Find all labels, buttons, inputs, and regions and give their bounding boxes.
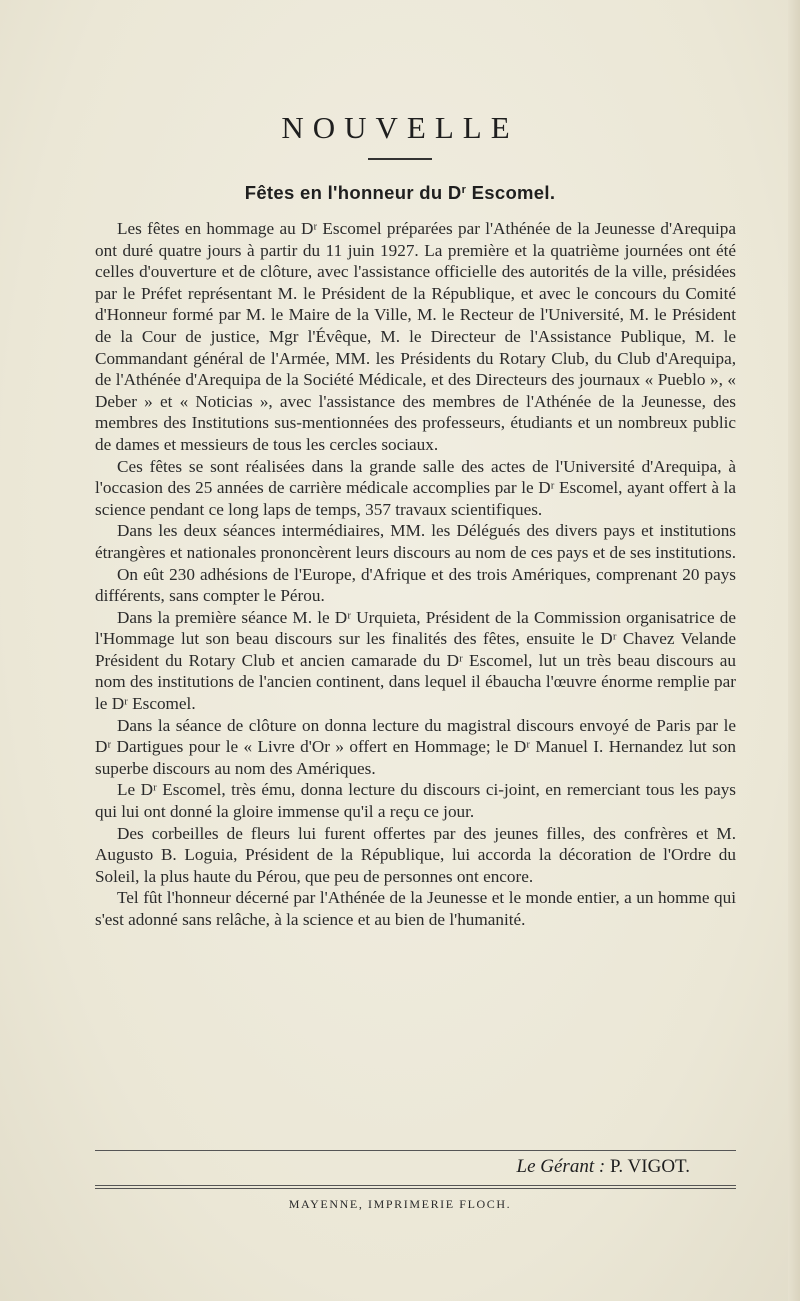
paragraph: Le Dʳ Escomel, très ému, donna lecture du discours ci-joint, en remerciant tous les pays qui lui ont donné la gloire immense qu'il a reçu ce jour.: [95, 780, 736, 822]
footer-rule: [95, 1185, 736, 1186]
signature-name: P. VIGOT.: [609, 1156, 690, 1177]
subtitle-text-pre: Fêtes en l'honneur du D: [244, 182, 462, 203]
paragraph: Dans les deux séances intermédiaires, MM. les Délégués des divers pays et institutions étrangères et nationales prononcèrent leurs discours au nom de ces pays et de ses institutions.: [95, 521, 737, 562]
paragraph: Dans la première séance M. le Dʳ Urquieta, Président de la Commission organisatrice de l'Hommage lut son beau discours sur les finalités des fêtes, ensuite le Dʳ Chavez Velande Président du Rotary Club et ancien camarade du Dʳ Escomel, lut un très beau discours au nom des institutions de l'ancien continent, dans lequel il ébaucha l'œuvre énorme remplie par le Dʳ Escomel.: [95, 607, 736, 714]
paragraph: Les fêtes en hommage au Dʳ Escomel préparées par l'Athénée de la Jeunesse d'Arequipa ont duré quatre jours à partir du 11 juin 1927. La première et la quatrième journées ont été celles d'ouverture et de clôture, avec l'assistance officielle des autorités de la ville, présidées par le Préfet représentant M. le Président de la République, et avec le concours du Comité d'Honneur formé par M. le Maire de la Ville, M. le Recteur de l'Université, M. le Président de la Cour de justice, Mgr l'Évêque, M. le Directeur de l'Assistance Publique, M. le Commandant général de l'Armée, MM. les Présidents du Rotary Club, du Club d'Arequipa, de l'Athénée d'Arequipa de la Société Médicale, et des Directeurs des journaux « Pueblo », « Deber » et « Noticias », avec l'assistance des membres de l'Athénée de la Jeunesse, des membres des Institutions sus-mentionnées des professeurs, étudiants et un nombreux public de dames et messieurs de tous les cercles sociaux.: [95, 219, 736, 454]
printer-imprint: MAYENNE, IMPRIMERIE FLOCH.: [288, 1197, 512, 1211]
paragraph: On eût 230 adhésions de l'Europe, d'Afrique et des trois Amériques, comprenant 20 pays différents, sans compter le Pérou.: [95, 564, 736, 606]
signature: [517, 1156, 690, 1178]
section-subtitle: [0, 182, 800, 204]
subtitle-text-post: Escomel.: [466, 182, 556, 203]
page-title: NOUVELLE: [281, 110, 519, 145]
signature-role: Le Gérant :: [516, 1156, 606, 1177]
paragraph: Tel fût l'honneur décerné par l'Athénée de la Jeunesse et le monde entier, a un homme qui s'est adonné sans relâche, à la science et au bien de l'humanité.: [95, 888, 736, 929]
paragraph: Dans la séance de clôture on donna lecture du magistral discours envoyé de Paris par le Dʳ Dartigues pour le « Livre d'Or » offert en Hommage; le Dʳ Manuel I. Hernandez lut son superbe discours au nom des Amériques.: [95, 715, 736, 778]
subtitle-sup: r: [461, 184, 467, 196]
title-divider: [368, 158, 432, 160]
article-body: [95, 218, 736, 931]
paragraph: Des corbeilles de fleurs lui furent offertes par des jeunes filles, des confrères et M. Augusto B. Loguia, Président de la République, lui accorda la décoration de l'Ordre du Soleil, la plus haute du Pérou, que peu de personnes ont encore.: [95, 823, 736, 886]
footer-rule: [95, 1188, 736, 1189]
signature-rule: [95, 1150, 736, 1151]
paragraph: Ces fêtes se sont réalisées dans la grande salle des actes de l'Université d'Arequipa, à l'occasion des 25 années de carrière médicale accomplies par le Dʳ Escomel, ayant offert à la science pendant ce long laps de temps, 357 travaux scientifiques.: [95, 456, 736, 519]
